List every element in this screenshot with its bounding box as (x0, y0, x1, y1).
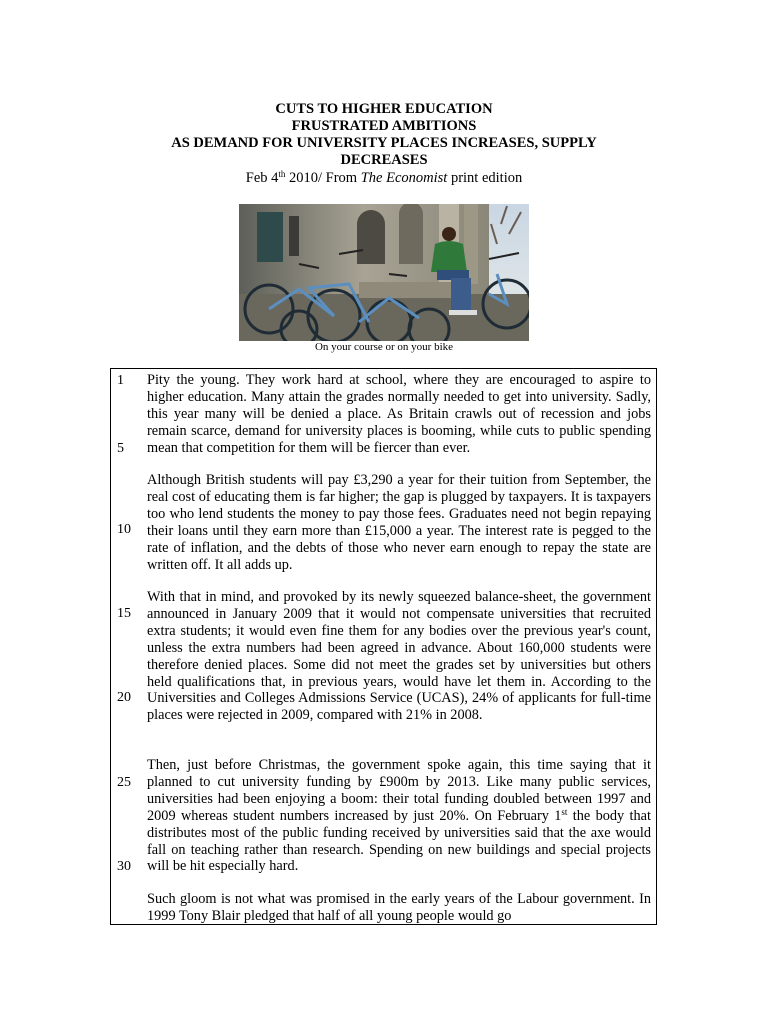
headline-line-4: DECREASES (340, 152, 428, 168)
paragraph-4-part-2: the body that distributes most of the public funding received by universities said that the axe would fall on teaching rather than research. Spending on new buildings and special projects will be hit especially hard. (147, 807, 651, 875)
line-number: 25 (117, 775, 131, 790)
paragraph-4-part-1: Then, just before Christmas, the government spoke again, this time saying that it planned to cut university funding by £900m by 2013. Like many public services, universities had been enjoying a boom: their total funding doubled between 1997 and 2009 whereas student numbers increased by just 20%. On February 1 (147, 757, 651, 824)
paragraph-2: Although British students will pay £3,290 a year for their tuition from September, the real cost of educating them is far higher; the gap is plugged by taxpayers. It is taxpayers too who lend students the money to pay those fees. Graduates need not begin repaying their loans until they earn more than £15,000 a year. The interest rate is pegged to the rate of inflation, and the debts of those who never earn enough to repay the state are written off. It all adds up. (147, 472, 651, 573)
line-number: 30 (117, 859, 131, 874)
paragraph-4 (147, 757, 651, 875)
date-ordinal: th (278, 169, 286, 179)
line-number: 5 (117, 441, 124, 456)
date-middle: 2010/ From (285, 170, 361, 186)
ordinal-suffix: st (561, 806, 568, 817)
date-prefix: Feb 4 (245, 170, 279, 186)
headline-line-3: AS DEMAND FOR UNIVERSITY PLACES INCREASES, SUPPLY (171, 135, 597, 151)
source-name: The Economist (360, 170, 448, 186)
date-suffix: print edition (447, 170, 523, 186)
students-bikes-illustration (239, 204, 529, 341)
line-number: 10 (117, 522, 131, 537)
article-body (110, 368, 657, 925)
paragraph-5: Such gloom is not what was promised in the early years of the Labour government. In 1999 Tony Blair pledged that half of all young people would go (147, 891, 651, 924)
paragraph-3: With that in mind, and provoked by its newly squeezed balance-sheet, the government announced in January 2009 that it would not compensate universities that recruited extra students; it would even fine them for any bodies over the previous year's count, unless the extra numbers had been agreed in advance. About 160,000 students were therefore denied places. Some did not meet the grades set by universities but others held qualifications that, in previous years, would have let them in. According to the Universities and Colleges Admissions Service (UCAS), 24% of applicants for full-time places were rejected in 2009, compared with 21% in 2008. (147, 589, 651, 724)
dateline (0, 169, 768, 187)
photo-caption: On your course or on your bike (314, 341, 454, 353)
headline-line-2: FRUSTRATED AMBITIONS (291, 118, 477, 134)
article-photo (239, 204, 529, 341)
line-number: 15 (117, 606, 131, 621)
line-number: 20 (117, 690, 131, 705)
line-number: 1 (117, 373, 124, 388)
article-header (0, 101, 768, 187)
headline-line-1: CUTS TO HIGHER EDUCATION (275, 101, 493, 117)
paragraph-1: Pity the young. They work hard at school, where they are encouraged to aspire to higher education. Many attain the grades normally needed to get into university. Sadly, this year many will be denied a place. As Britain crawls out of recession and jobs remain scarce, demand for university places is booming, while cuts to public spending mean that competition for them will be fiercer than ever. (147, 372, 651, 456)
